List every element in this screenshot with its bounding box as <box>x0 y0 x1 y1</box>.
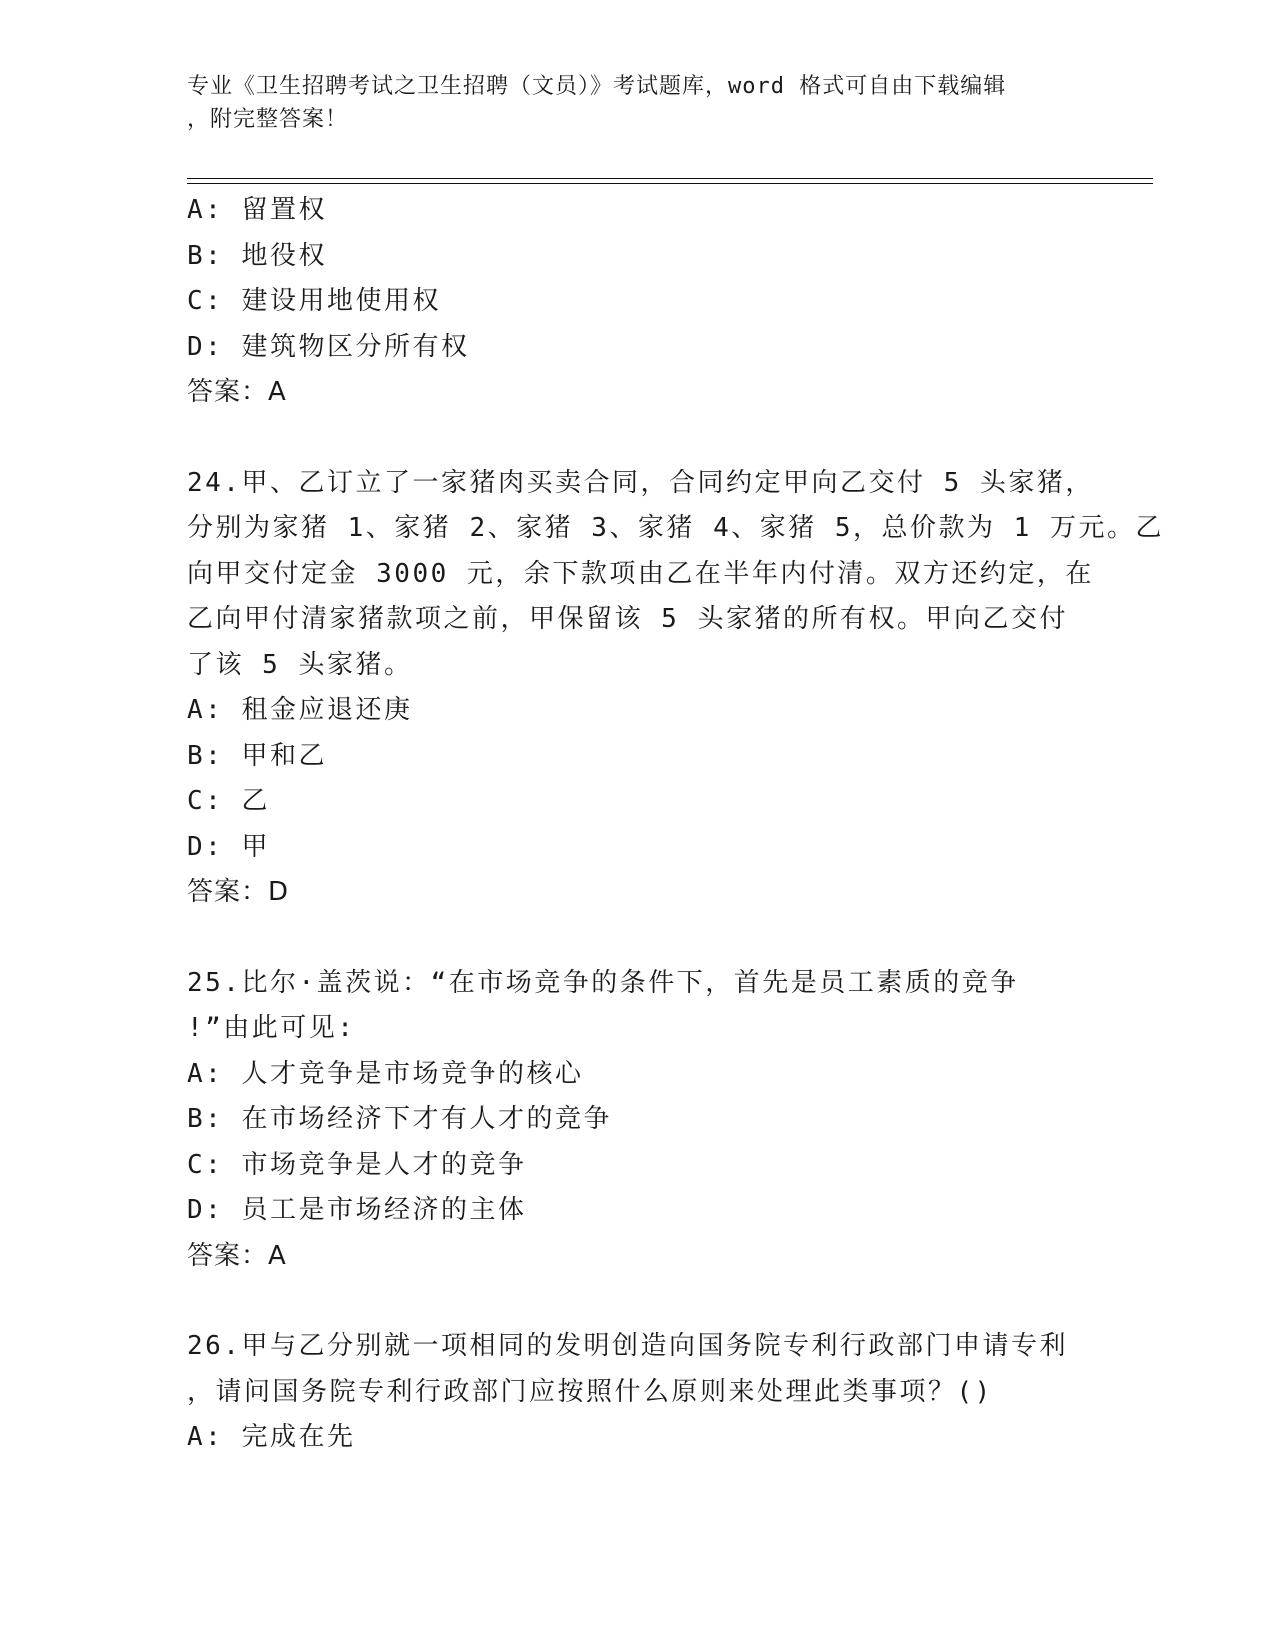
option-d: D: 甲 <box>187 831 270 862</box>
question-26 <box>187 1324 1087 1461</box>
question-stem-line: !”由此可见: <box>187 1013 356 1043</box>
answer: 答案：A <box>187 1240 287 1271</box>
option-a: A: 完成在先 <box>187 1422 356 1452</box>
question-stem-line: 了该 5 头家猪。 <box>187 649 413 680</box>
question-stem-line: ，请问国务院专利行政部门应按照什么原则来处理此类事项？() <box>187 1376 993 1407</box>
question-stem-line: 25.比尔·盖茨说：“在市场竞争的条件下，首先是员工素质的竞争 <box>187 967 1019 998</box>
question-stem-line: 24.甲、乙订立了一家猪肉买卖合同，合同约定甲向乙交付 5 头家猪， <box>187 467 1094 498</box>
question-stem-line: 向甲交付定金 3000 元，余下款项由乙在半年内付清。双方还约定，在 <box>187 558 1094 589</box>
answer: 答案：D <box>187 877 290 907</box>
document-header <box>187 70 1067 136</box>
question-25 <box>187 961 1087 1280</box>
option-d: D: 员工是市场经济的主体 <box>187 1195 527 1225</box>
question-stem-line: 分别为家猪 1、家猪 2、家猪 3、家猪 4、家猪 5，总价款为 1 万元。乙 <box>187 513 1164 543</box>
option-d: D: 建筑物区分所有权 <box>187 331 470 362</box>
header-line-2: ，附完整答案！ <box>187 107 349 132</box>
question-stem-line: 乙向甲付清家猪款项之前，甲保留该 5 头家猪的所有权。甲向乙交付 <box>187 604 1068 634</box>
question-stem-line: 26.甲与乙分别就一项相同的发明创造向国务院专利行政部门申请专利 <box>187 1331 1068 1361</box>
option-c: C: 建设用地使用权 <box>187 286 441 316</box>
option-b: B: 甲和乙 <box>187 740 327 771</box>
question-24 <box>187 461 1164 916</box>
document-body <box>187 188 1164 1461</box>
question-23 <box>187 188 1087 416</box>
header-rule-bottom <box>187 183 1153 184</box>
option-a: A: 人才竞争是市场竞争的核心 <box>187 1058 584 1089</box>
option-b: B: 地役权 <box>187 240 327 271</box>
option-b: B: 在市场经济下才有人才的竞争 <box>187 1104 612 1134</box>
option-c: C: 市场竞争是人才的竞争 <box>187 1149 527 1180</box>
answer: 答案：A <box>187 377 287 407</box>
option-a: A: 租金应退还庚 <box>187 695 413 725</box>
option-a: A: 留置权 <box>187 195 327 225</box>
option-c: C: 乙 <box>187 786 270 816</box>
header-rule-top <box>187 178 1153 179</box>
header-line-1: 专业《卫生招聘考试之卫生招聘（文员）》考试题库，word 格式可自由下载编辑 <box>187 74 1007 99</box>
